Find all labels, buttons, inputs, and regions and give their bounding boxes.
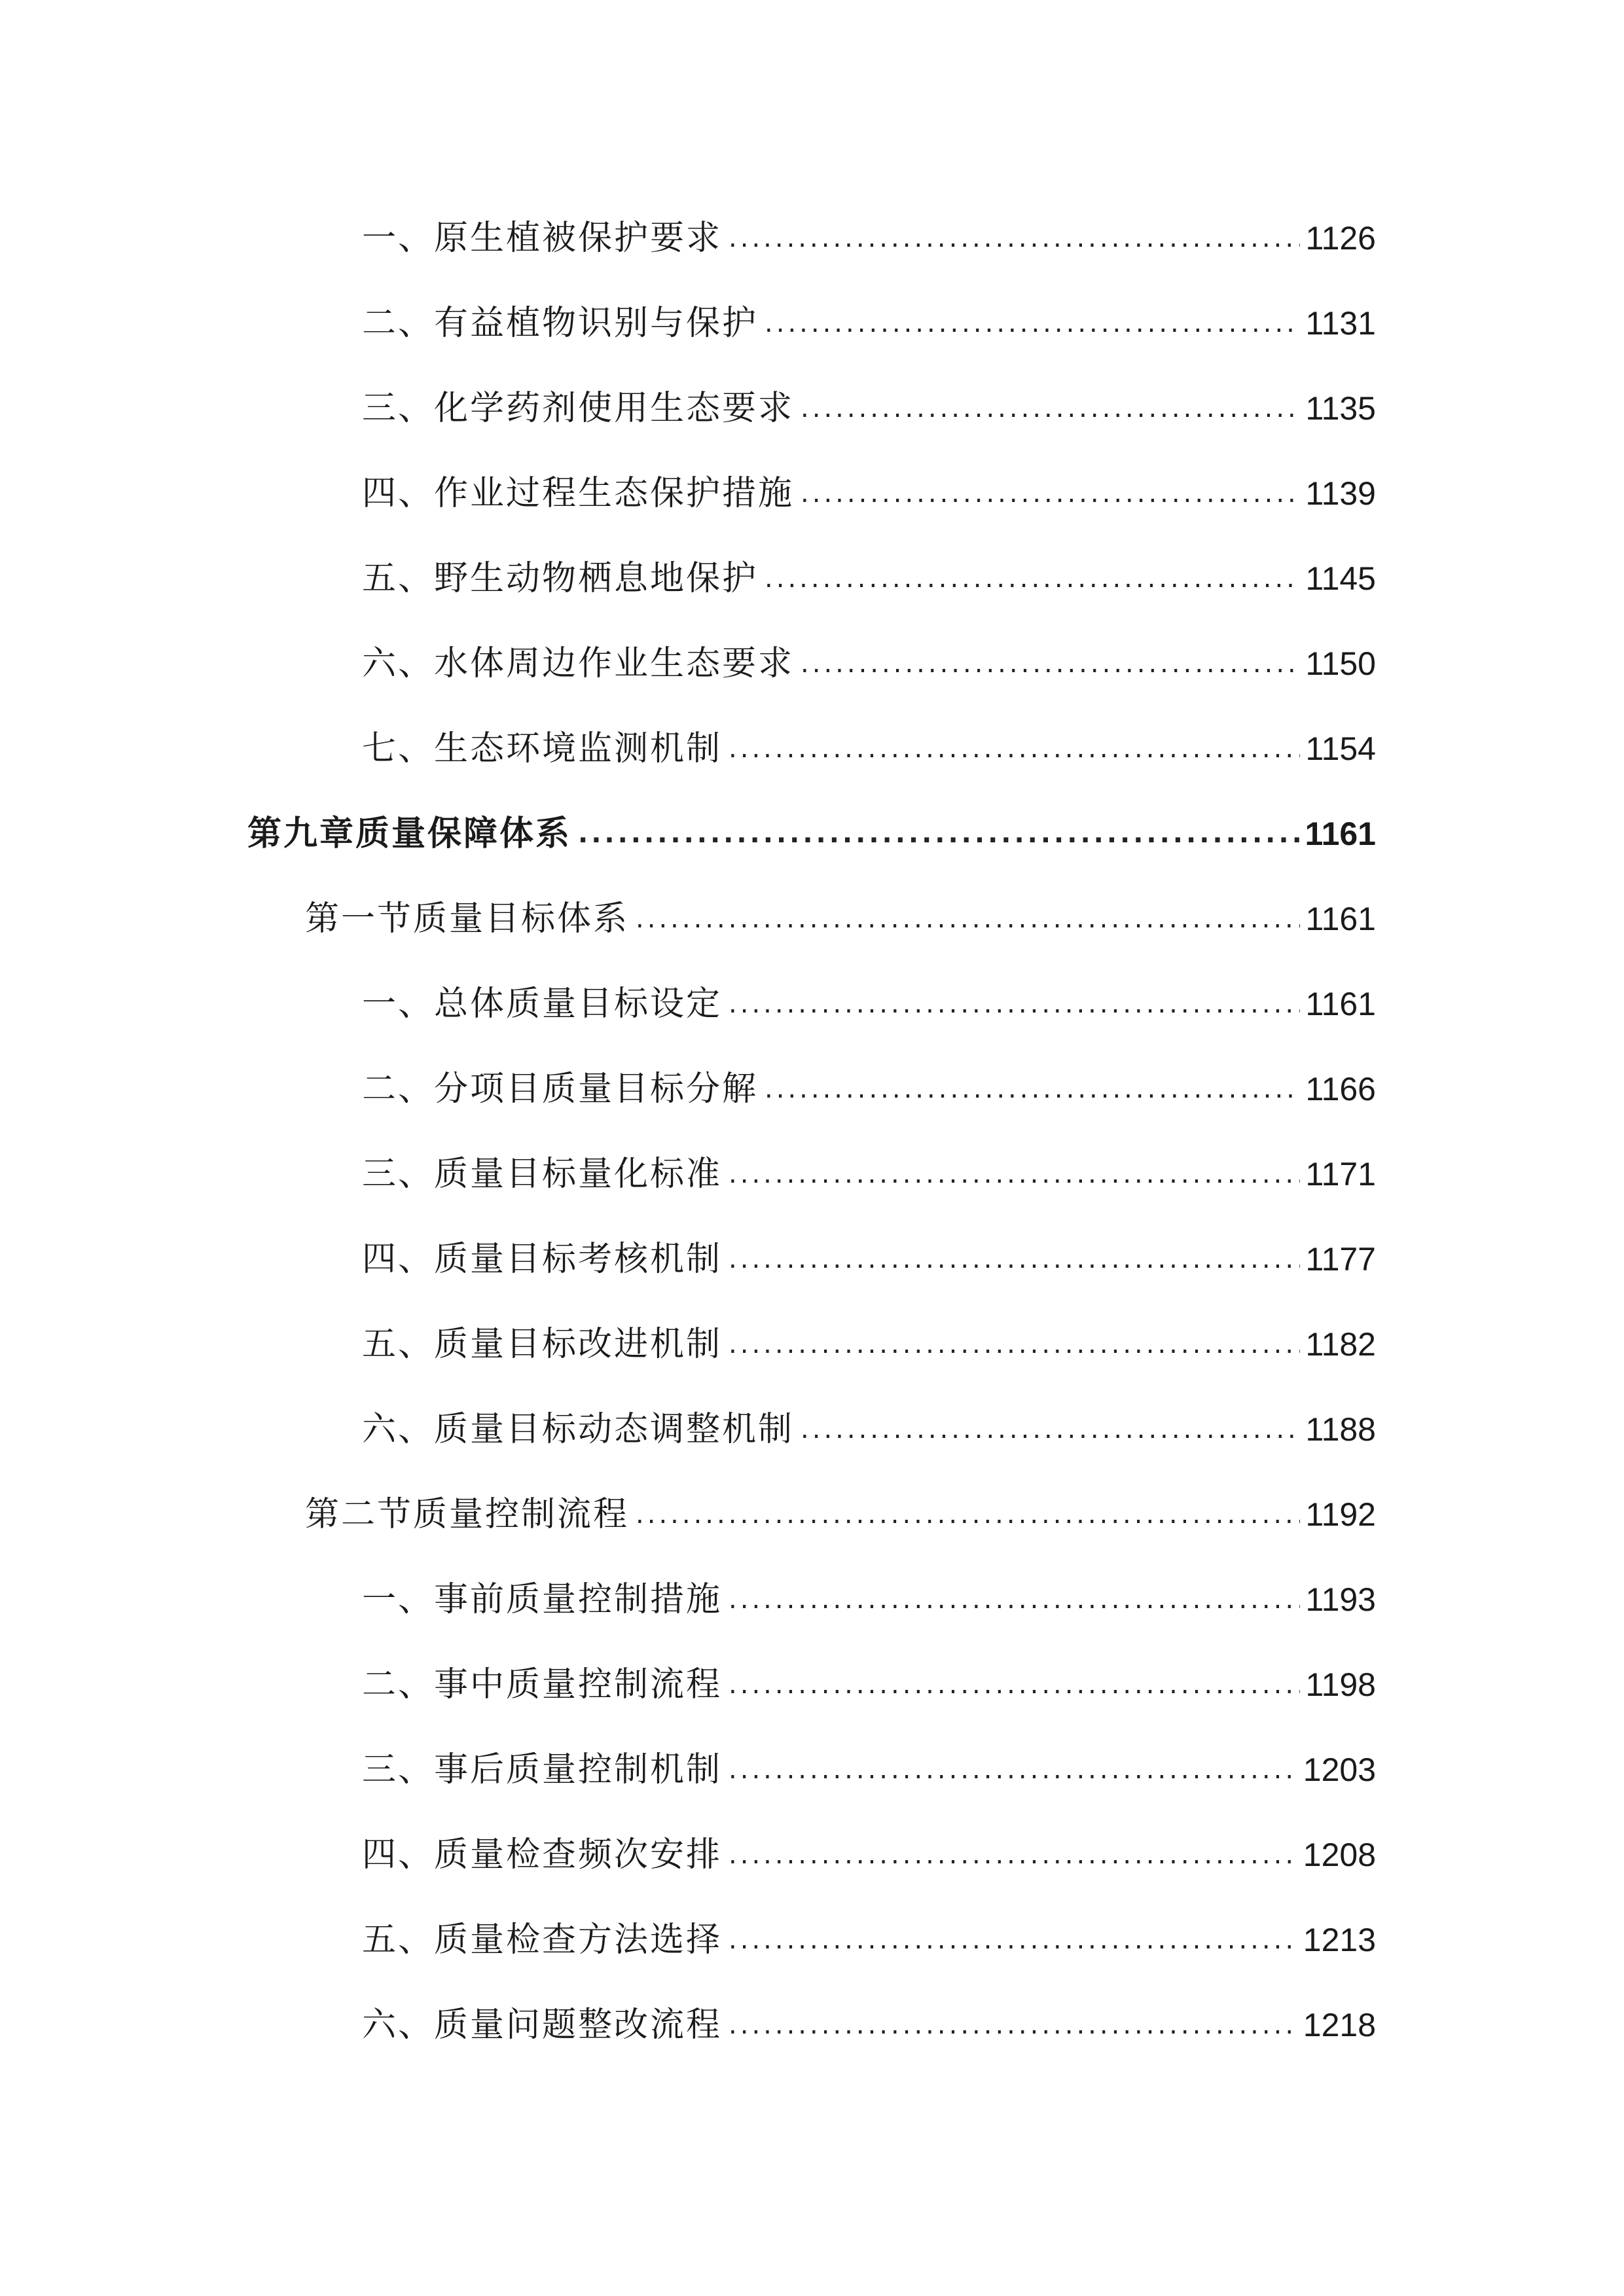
toc-page-number: 1139 [1305, 475, 1376, 512]
toc-entry-title: 第九章质量保障体系 [247, 814, 572, 853]
toc-page-number: 1218 [1303, 2007, 1376, 2043]
toc-entry[interactable] [362, 382, 1376, 435]
toc-dot-leader [729, 1914, 1298, 1966]
toc-entry-title: 三、事后质量控制机制 [362, 1750, 723, 1789]
toc-dot-leader [729, 1233, 1300, 1285]
toc-page-number: 1203 [1303, 1751, 1376, 1788]
toc-dot-leader [765, 552, 1300, 605]
toc-dot-leader [578, 808, 1300, 860]
toc-page-number: 1208 [1303, 1837, 1376, 1873]
toc-entry-title: 六、质量目标动态调整机制 [362, 1410, 795, 1449]
toc-dot-leader [729, 1999, 1298, 2051]
toc-section-entry[interactable] [305, 1488, 1376, 1541]
toc-entry-title: 二、分项目质量目标分解 [362, 1069, 759, 1109]
toc-entry[interactable] [362, 637, 1376, 690]
toc-page-number: 1150 [1305, 645, 1376, 682]
toc-entry[interactable] [362, 212, 1376, 264]
toc-entry-title: 一、总体质量目标设定 [362, 984, 723, 1024]
toc-entry[interactable] [362, 723, 1376, 775]
toc-section-entry[interactable] [305, 893, 1376, 945]
toc-page-number: 1198 [1305, 1666, 1376, 1703]
toc-dot-leader [729, 1659, 1300, 1711]
toc-entry-title: 四、作业过程生态保护措施 [362, 474, 795, 513]
toc-entry-title: 三、质量目标量化标准 [362, 1155, 723, 1194]
toc-entry-title: 七、生态环境监测机制 [362, 729, 723, 768]
toc-chapter-entry[interactable] [247, 808, 1376, 860]
toc-page-number: 1161 [1305, 816, 1376, 852]
toc-entry[interactable] [362, 1999, 1376, 2051]
toc-page-number: 1161 [1305, 901, 1376, 937]
toc-entry[interactable] [362, 467, 1376, 520]
toc-dot-leader [801, 1403, 1300, 1456]
toc-page-number: 1213 [1303, 1922, 1376, 1958]
toc-page-number: 1126 [1305, 220, 1376, 257]
toc-entry-title: 五、质量检查方法选择 [362, 1920, 723, 1960]
toc-entry[interactable] [362, 1318, 1376, 1371]
toc-entry-title: 四、质量目标考核机制 [362, 1240, 723, 1279]
toc-page-number: 1154 [1305, 730, 1376, 767]
toc-entry[interactable] [362, 978, 1376, 1030]
toc-entry-title: 五、质量目标改进机制 [362, 1325, 723, 1364]
toc-entry[interactable] [362, 1744, 1376, 1796]
toc-page-number: 1177 [1305, 1241, 1376, 1278]
toc-page-number: 1131 [1305, 305, 1376, 342]
toc-entry[interactable] [362, 1148, 1376, 1200]
toc-entry[interactable] [362, 1659, 1376, 1711]
toc-dot-leader [729, 1744, 1298, 1796]
toc-entry[interactable] [362, 552, 1376, 605]
toc-entry-title: 六、质量问题整改流程 [362, 2005, 723, 2045]
toc-dot-leader [636, 1488, 1300, 1541]
toc-dot-leader [765, 297, 1300, 350]
toc-page-number: 1145 [1305, 560, 1376, 597]
toc-entry[interactable] [362, 1573, 1376, 1626]
toc-dot-leader [801, 382, 1300, 435]
toc-page-number: 1182 [1305, 1326, 1376, 1363]
toc-entry[interactable] [362, 1829, 1376, 1881]
toc-page-number: 1166 [1305, 1071, 1376, 1107]
toc-entry-title: 三、化学药剂使用生态要求 [362, 389, 795, 428]
toc-page-number: 1171 [1305, 1156, 1376, 1193]
toc-entry-title: 一、事前质量控制措施 [362, 1580, 723, 1619]
toc-dot-leader [729, 212, 1300, 264]
toc-dot-leader [729, 1829, 1298, 1881]
toc-entry-title: 第二节质量控制流程 [305, 1495, 630, 1534]
toc-dot-leader [636, 893, 1300, 945]
toc-entry-title: 五、野生动物栖息地保护 [362, 559, 759, 598]
toc-page-number: 1161 [1305, 986, 1376, 1022]
toc-dot-leader [801, 637, 1300, 690]
toc-entry[interactable] [362, 1063, 1376, 1115]
toc-page-number: 1193 [1305, 1581, 1376, 1618]
toc-entry-title: 第一节质量目标体系 [305, 899, 630, 939]
toc-dot-leader [765, 1063, 1300, 1115]
toc-entry[interactable] [362, 1914, 1376, 1966]
toc-dot-leader [729, 1318, 1300, 1371]
toc-entry-title: 一、原生植被保护要求 [362, 219, 723, 258]
toc-dot-leader [729, 1148, 1300, 1200]
toc-dot-leader [729, 1573, 1300, 1626]
toc-entry-title: 二、有益植物识别与保护 [362, 304, 759, 343]
toc-page-number: 1192 [1305, 1496, 1376, 1533]
toc-dot-leader [729, 978, 1300, 1030]
toc-dot-leader [801, 467, 1300, 520]
toc-entry-title: 四、质量检查频次安排 [362, 1835, 723, 1874]
toc-entry[interactable] [362, 1403, 1376, 1456]
toc-entry[interactable] [362, 297, 1376, 350]
toc-entry-title: 六、水体周边作业生态要求 [362, 644, 795, 683]
toc-entry-title: 二、事中质量控制流程 [362, 1665, 723, 1704]
toc-entry[interactable] [362, 1233, 1376, 1285]
toc-page-number: 1188 [1305, 1411, 1376, 1448]
toc-page-number: 1135 [1305, 390, 1376, 427]
toc-dot-leader [729, 723, 1300, 775]
